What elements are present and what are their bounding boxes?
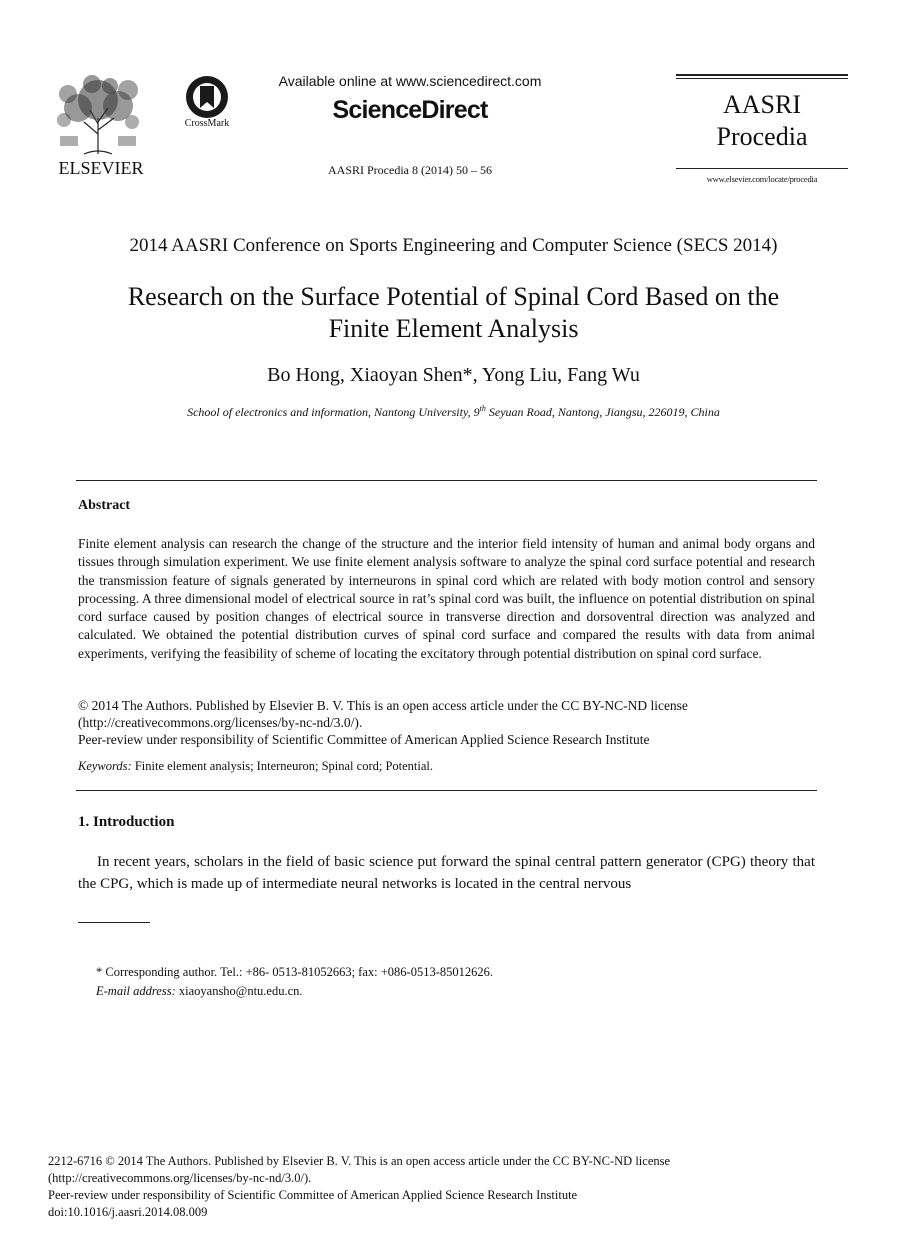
- doi-link[interactable]: doi:10.1016/j.aasri.2014.08.009: [48, 1205, 208, 1219]
- peer-review-note: Peer-review under responsibility of Scientific Committee of American Applied Science Research Institute: [48, 1188, 578, 1202]
- crossmark-button[interactable]: [176, 74, 240, 136]
- license-notice: [78, 697, 815, 748]
- abstract-body: Finite element analysis can research the change of the structure and the interior field intensity of human and animal body organs and tissues through simulation experiment. We use finite element analysis software to analyze the spinal cord surface potential and research the transmission feature of signals generated by interneurons in spinal cord which are related with body motion control and sensory processing. A three dimensional model of electrical source in rat’s spinal cord was built, the influence on potential distribution on spinal cord surface caused by position changes of electrical source in transverse direction and dorsoventral direction was analyzed and calculated. We obtained the potential distribution curves of spinal cord surface and compared the results with data from animal experiments, verifying the feasibility of scheme of locating the excitatory through potential distribution on spinal cord surface.: [78, 536, 815, 661]
- available-online-text: Available online at www.sciencedirect.com: [278, 73, 542, 89]
- introduction-body: In recent years, scholars in the field of basic science put forward the spinal central pattern generator (CPG) theory that the CPG, which is made up of intermediate neural networks is located in the central nervous: [78, 854, 815, 892]
- journal-name-line2: Procedia: [716, 122, 808, 151]
- affiliation-superscript: th: [479, 404, 486, 413]
- section-divider: [76, 480, 817, 481]
- masthead-rule: [676, 168, 848, 169]
- license-line: © 2014 The Authors. Published by Elsevier B. V. This is an open access article under the CC BY-NC-ND license: [78, 698, 688, 713]
- abstract-heading: Abstract: [78, 498, 131, 513]
- paper-title: [60, 281, 847, 345]
- corresponding-author-note: * Corresponding author. Tel.: +86- 0513-81052663; fax: +086-0513-85012626.: [96, 965, 493, 979]
- crossmark-label: CrossMark: [184, 118, 230, 129]
- crossmark-icon: [184, 74, 230, 120]
- sciencedirect-logo[interactable]: ScienceDirect: [332, 96, 488, 124]
- journal-masthead: [676, 74, 848, 186]
- journal-name-line1: AASRI: [722, 90, 801, 119]
- keywords-label: Keywords:: [78, 759, 132, 773]
- paper-title-line: Finite Element Analysis: [328, 314, 579, 343]
- elsevier-logo: [50, 74, 148, 180]
- affiliation-text: Seyuan Road, Nantong, Jiangsu, 226019, China: [485, 405, 720, 419]
- author-list: Bo Hong, Xiaoyan Shen*, Yong Liu, Fang Wu: [267, 364, 640, 386]
- conference-name: 2014 AASRI Conference on Sports Engineering and Computer Science (SECS 2014): [129, 235, 778, 256]
- paper-title-line: Research on the Surface Potential of Spinal Cord Based on the: [127, 282, 780, 311]
- keywords-value: Finite element analysis; Interneuron; Spinal cord; Potential.: [131, 759, 434, 773]
- journal-citation: AASRI Procedia 8 (2014) 50 – 56: [328, 163, 492, 177]
- email-note: [96, 982, 816, 1001]
- journal-url-link[interactable]: www.elsevier.com/locate/procedia: [706, 174, 818, 184]
- affiliation-text: School of electronics and information, Nantong University, 9: [187, 405, 480, 419]
- copyright-line: 2212-6716 © 2014 The Authors. Published by Elsevier B. V. This is an open access article under the CC BY-NC-ND license: [48, 1154, 671, 1168]
- footnote: [96, 963, 816, 1000]
- footnote-divider: [78, 922, 150, 923]
- publisher-name: ELSEVIER: [58, 158, 144, 178]
- masthead-rule: [676, 78, 848, 79]
- affiliation: [40, 404, 867, 420]
- introduction-heading: 1. Introduction: [78, 814, 175, 830]
- bottom-copyright-notice: [48, 1153, 828, 1221]
- license-link[interactable]: (http://creativecommons.org/licenses/by-nc-nd/3.0/).: [48, 1171, 312, 1185]
- peer-review-note: Peer-review under responsibility of Scientific Committee of American Applied Science Research Institute: [78, 732, 650, 747]
- license-link[interactable]: (http://creativecommons.org/licenses/by-nc-nd/3.0/).: [78, 715, 363, 730]
- elsevier-tree-logo-icon: [54, 74, 142, 156]
- masthead-rule: [676, 74, 848, 76]
- keywords: [78, 759, 815, 774]
- email-link[interactable]: xiaoyansho@ntu.edu.cn.: [175, 983, 303, 998]
- section-divider: [76, 790, 817, 791]
- email-label: E-mail address:: [96, 983, 176, 998]
